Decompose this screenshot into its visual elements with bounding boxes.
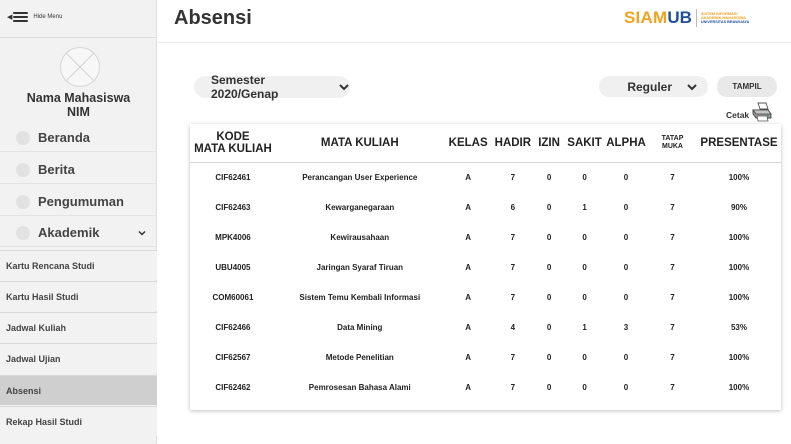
header-mata-kuliah: MATA KULIAH: [276, 124, 444, 162]
cell-tatap-muka: 7: [670, 382, 675, 392]
table-row: [190, 222, 781, 252]
cell-izin: 0: [546, 322, 552, 332]
user-name: Nama Mahasiswa: [26, 91, 131, 105]
cell-tatap-muka: 7: [670, 202, 675, 212]
cell-tatap-muka: 7: [670, 322, 675, 332]
attendance-table: [190, 124, 781, 402]
cell-tatap-muka: 7: [670, 172, 675, 182]
cell-izin: 0: [546, 292, 552, 302]
cell-alpha: 0: [623, 232, 629, 242]
header-divider: [158, 42, 791, 43]
cell-hadir: 7: [510, 292, 516, 302]
header-kelas: KELAS: [444, 124, 493, 162]
header-izin: IZIN: [533, 124, 565, 162]
cell-alpha: 0: [623, 262, 629, 272]
chevron-down-icon: [137, 228, 147, 238]
cell-izin: 0: [546, 232, 552, 242]
submenu-item-khs[interactable]: Kartu Hasil Studi: [0, 281, 157, 311]
logo-separator: [696, 9, 697, 27]
chevron-down-icon: [338, 82, 350, 92]
logo-line-3: UNIVERSITAS BRAWIJAYA: [700, 20, 750, 25]
header-sakit: SAKIT: [565, 124, 604, 162]
cell-hadir: 7: [510, 172, 516, 182]
cell-kelas: A: [465, 352, 472, 362]
sidebar-item-label: Pengumuman: [38, 194, 124, 209]
cell-alpha: 0: [623, 202, 629, 212]
cell-hadir: 7: [510, 232, 516, 242]
sidebar: [0, 0, 157, 444]
table-row: [190, 312, 781, 342]
cell-presentase: 100%: [728, 232, 750, 242]
print-label: Cetak: [726, 110, 750, 120]
menu-bullet-icon: [16, 131, 30, 145]
cell-sakit: 0: [582, 232, 587, 242]
logo-line-1: SISTEM INFORMASI: [700, 11, 738, 16]
cell-izin: 0: [546, 352, 552, 362]
logo-ub-text: UB: [667, 8, 692, 27]
cell-kode: UBU4005: [215, 262, 251, 272]
submenu-item-jadwal-kuliah[interactable]: Jadwal Kuliah: [0, 312, 157, 342]
cell-izin: 0: [546, 172, 552, 182]
sidebar-item-pengumuman[interactable]: [0, 188, 157, 216]
cell-kode: CIF62466: [215, 322, 251, 332]
table-row: [190, 342, 781, 372]
table-row: [190, 252, 781, 282]
header-presentase: PRESENTASE: [697, 124, 781, 162]
cell-kelas: A: [465, 382, 472, 392]
table-header-row: [190, 124, 781, 162]
cell-sakit: 1: [582, 322, 587, 332]
cell-mata-kuliah: Kewirausahaan: [330, 232, 390, 242]
cell-sakit: 1: [582, 202, 587, 212]
tampil-button[interactable]: TAMPIL: [717, 76, 777, 97]
table-row: [190, 192, 781, 222]
cell-hadir: 7: [510, 382, 516, 392]
cell-mata-kuliah: Pemrosesan Bahasa Alami: [308, 382, 411, 392]
chevron-down-icon: [686, 82, 698, 92]
user-nim: NIM: [67, 105, 90, 119]
sidebar-item-berita[interactable]: [0, 156, 157, 184]
cell-presentase: 100%: [728, 262, 750, 272]
cell-presentase: 90%: [730, 202, 747, 212]
cell-alpha: 0: [623, 172, 629, 182]
sidebar-divider: [0, 37, 157, 38]
submenu-item-jadwal-ujian[interactable]: Jadwal Ujian: [0, 343, 157, 373]
cell-tatap-muka: 7: [670, 232, 675, 242]
cell-kode: CIF62463: [215, 202, 251, 212]
cell-mata-kuliah: Jaringan Syaraf Tiruan: [316, 262, 404, 272]
cell-alpha: 3: [623, 322, 629, 332]
cell-kelas: A: [465, 292, 472, 302]
cell-izin: 0: [546, 202, 552, 212]
hide-menu-label: Hide Menu: [33, 14, 63, 20]
submenu-item-krs[interactable]: Kartu Rencana Studi: [0, 250, 157, 280]
cell-tatap-muka: 7: [670, 352, 675, 362]
sidebar-item-label: Berita: [38, 162, 75, 177]
cell-alpha: 0: [623, 292, 629, 302]
table-row: [190, 162, 781, 192]
header-hadir: HADIR: [493, 124, 533, 162]
semester-select[interactable]: [194, 73, 350, 101]
cell-kelas: A: [465, 232, 472, 242]
sidebar-item-akademik[interactable]: [0, 219, 157, 247]
arrow-left-icon: ◀: [7, 14, 13, 21]
cell-kode: CIF62461: [215, 172, 251, 182]
cell-kode: CIF62462: [215, 382, 251, 392]
header-tatap-muka: TATAP MUKA: [648, 124, 697, 162]
cell-mata-kuliah: Sistem Temu Kembali Informasi: [299, 292, 421, 302]
sidebar-item-label: Beranda: [38, 130, 91, 145]
logo-siam-text: SIAM: [624, 8, 668, 27]
cell-hadir: 7: [510, 262, 516, 272]
header-alpha: ALPHA: [604, 124, 648, 162]
avatar-placeholder-icon: [61, 48, 99, 86]
cell-kode: CIF62567: [215, 352, 251, 362]
menu-bullet-icon: [16, 226, 30, 240]
cell-kelas: A: [465, 172, 472, 182]
print-button[interactable]: [726, 102, 773, 122]
attendance-table-card: [190, 124, 781, 410]
cell-presentase: 100%: [728, 382, 750, 392]
printer-icon: [751, 102, 773, 122]
menu-bullet-icon: [16, 195, 30, 209]
cell-sakit: 0: [582, 262, 587, 272]
logo-line-2: AKADEMIK MAHASISWA: [700, 15, 747, 20]
cell-izin: 0: [546, 382, 552, 392]
cell-kode: COM60061: [212, 292, 254, 302]
semester-select-value: Semester 2020/Genap: [211, 73, 279, 101]
submenu-item-rekap-hasil-studi[interactable]: Rekap Hasil Studi: [0, 406, 157, 436]
cell-sakit: 0: [582, 382, 587, 392]
cell-kelas: A: [465, 202, 472, 212]
submenu-item-absensi[interactable]: Absensi: [0, 375, 157, 405]
logo-subtitle: [701, 12, 749, 25]
cell-sakit: 0: [582, 292, 587, 302]
cell-kelas: A: [465, 262, 472, 272]
hamburger-icon: [13, 12, 28, 22]
sidebar-item-label: Akademik: [38, 225, 100, 240]
cell-mata-kuliah: Perancangan User Experience: [302, 172, 418, 182]
cell-alpha: 0: [623, 382, 629, 392]
header-kode-mata-kuliah: KODE MATA KULIAH: [190, 124, 276, 162]
cell-sakit: 0: [582, 172, 587, 182]
cell-mata-kuliah: Metode Penelitian: [325, 352, 394, 362]
cell-presentase: 100%: [728, 292, 750, 302]
cell-kelas: A: [465, 322, 472, 332]
cell-hadir: 6: [510, 202, 516, 212]
program-select-value: Reguler: [627, 79, 672, 94]
cell-presentase: 100%: [728, 172, 750, 182]
cell-hadir: 4: [510, 322, 516, 332]
cell-tatap-muka: 7: [670, 262, 675, 272]
cell-izin: 0: [546, 262, 552, 272]
cell-hadir: 7: [510, 352, 516, 362]
cell-tatap-muka: 7: [670, 292, 675, 302]
cell-kode: MPK4006: [215, 232, 251, 242]
table-row: [190, 282, 781, 312]
page-title: Absensi: [174, 7, 252, 29]
program-select[interactable]: [599, 76, 708, 97]
sidebar-item-beranda[interactable]: [0, 124, 157, 152]
hide-menu-button[interactable]: [7, 9, 62, 25]
cell-alpha: 0: [623, 352, 629, 362]
menu-bullet-icon: [16, 163, 30, 177]
table-row: [190, 372, 781, 402]
cell-mata-kuliah: Kewarganegaraan: [325, 202, 395, 212]
avatar: [60, 47, 100, 87]
cell-presentase: 100%: [728, 352, 750, 362]
cell-presentase: 53%: [730, 322, 747, 332]
siamub-logo: [624, 8, 749, 28]
cell-mata-kuliah: Data Mining: [337, 322, 383, 332]
cell-sakit: 0: [582, 352, 587, 362]
